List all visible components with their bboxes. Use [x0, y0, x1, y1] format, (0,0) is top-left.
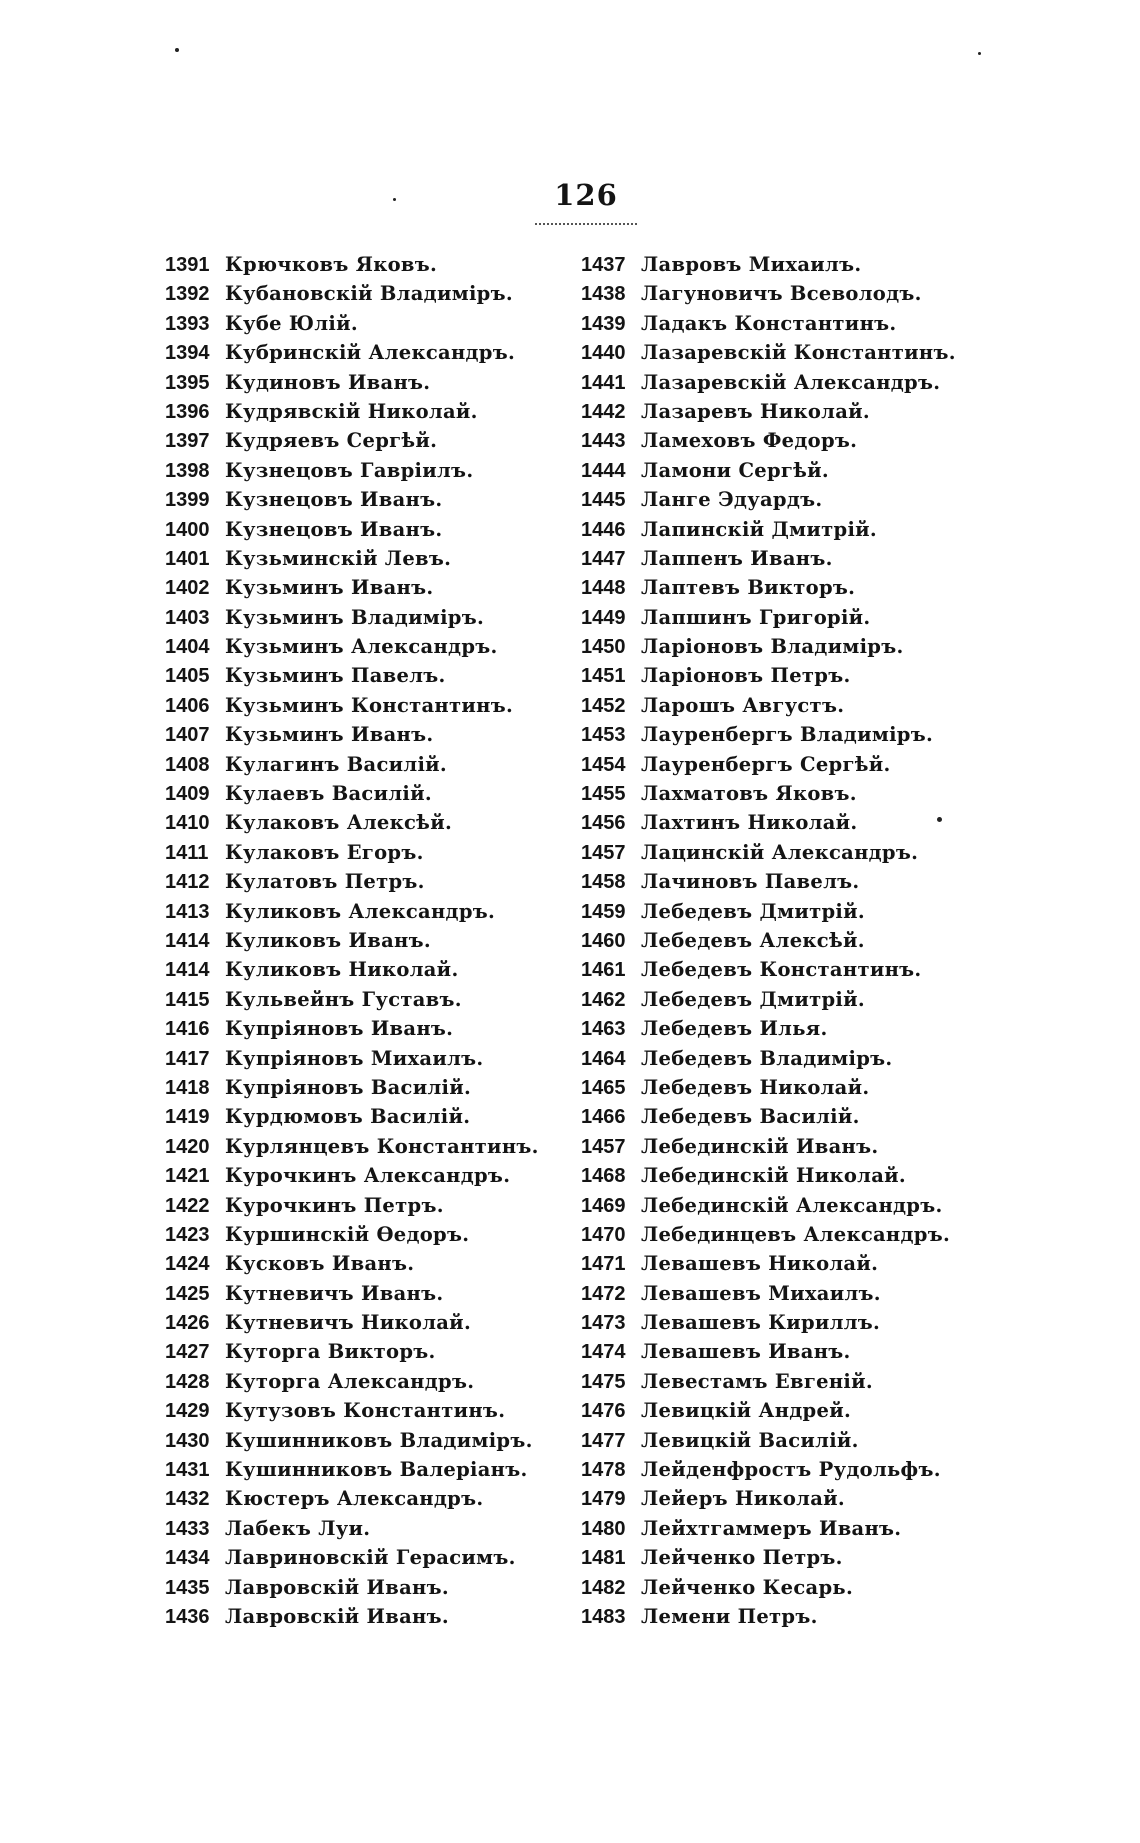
entry-name: Лейеръ Николай.	[641, 1487, 846, 1511]
entry-name: Кульвейнъ Густавъ.	[225, 987, 462, 1011]
list-entry	[581, 926, 981, 955]
entry-name: Кулагинъ Василій.	[225, 752, 447, 776]
list-entry	[165, 338, 555, 367]
entry-number: 1466	[581, 1106, 626, 1129]
entry-number: 1483	[581, 1605, 626, 1628]
list-entry	[581, 1573, 981, 1602]
entry-number: 1409	[165, 783, 210, 806]
entry-number: 1408	[165, 753, 210, 776]
list-entry	[165, 1014, 555, 1043]
list-entry	[165, 926, 555, 955]
entry-number: 1394	[165, 342, 210, 365]
entry-number: 1444	[581, 459, 626, 482]
entry-name: Крючковъ Яковъ.	[225, 253, 438, 276]
entry-name: Лацинскій Александръ.	[641, 840, 919, 864]
list-entry	[165, 1073, 555, 1102]
entry-name: Кутузовъ Константинъ.	[225, 1399, 506, 1423]
entry-name: Левестамъ Евгеній.	[641, 1369, 873, 1393]
entry-name: Курдюмовъ Василій.	[225, 1105, 471, 1129]
list-entry	[581, 1396, 981, 1425]
entry-name: Курочкинъ Петръ.	[225, 1193, 444, 1217]
entry-name: Ларіоновъ Петръ.	[641, 664, 851, 688]
list-entry	[165, 368, 555, 397]
list-entry	[165, 1102, 555, 1131]
entry-number: 1425	[165, 1282, 210, 1305]
list-entry	[581, 368, 981, 397]
entry-name: Кудиновъ Иванъ.	[225, 370, 431, 394]
entry-name: Лаптевъ Викторъ.	[641, 576, 856, 600]
entry-number: 1430	[165, 1429, 210, 1452]
entry-name: Лапинскій Дмитрій.	[641, 517, 878, 541]
entry-number: 1395	[165, 371, 210, 394]
list-entry	[165, 1602, 555, 1631]
entry-name: Лахматовъ Яковъ.	[641, 782, 857, 806]
entry-name: Лаппенъ Иванъ.	[641, 546, 833, 570]
entry-name: Курлянцевъ Константинъ.	[225, 1134, 539, 1158]
entry-number: 1463	[581, 1018, 626, 1041]
list-entry	[165, 720, 555, 749]
list-entry	[165, 456, 555, 485]
entry-number: 1440	[581, 342, 626, 365]
scan-speck	[175, 48, 179, 52]
entry-number: 1423	[165, 1223, 210, 1246]
list-entry	[581, 1279, 981, 1308]
entry-number: 1432	[165, 1488, 210, 1511]
list-entry	[165, 661, 555, 690]
list-entry	[581, 338, 981, 367]
entry-number: 1475	[581, 1370, 626, 1393]
entry-name: Лачиновъ Павелъ.	[641, 870, 860, 894]
entry-name: Кузьминъ Константинъ.	[225, 693, 514, 717]
entry-name: Кузнецовъ Иванъ.	[225, 488, 443, 512]
list-entry	[581, 1455, 981, 1484]
entry-number: 1472	[581, 1282, 626, 1305]
entry-name: Лебедевъ Владиміръ.	[641, 1046, 893, 1070]
list-entry	[581, 573, 981, 602]
entry-name: Лавровскій Иванъ.	[225, 1604, 449, 1628]
entry-number: 1416	[165, 1018, 210, 1041]
entry-number: 1468	[581, 1165, 626, 1188]
list-entry	[581, 426, 981, 455]
entry-name: Лагуновичъ Всеволодъ.	[641, 282, 922, 306]
entry-name: Ланге Эдуардъ.	[641, 488, 823, 512]
entry-number: 1410	[165, 812, 210, 835]
entry-number: 1405	[165, 665, 210, 688]
entry-number: 1420	[165, 1135, 210, 1158]
entry-name: Кудряевъ Сергѣй.	[225, 429, 438, 453]
list-entry	[581, 1543, 981, 1572]
entry-number: 1477	[581, 1429, 626, 1452]
entry-name: Кушинниковъ Валеріанъ.	[225, 1458, 528, 1482]
list-entry	[581, 808, 981, 837]
entry-number: 1461	[581, 959, 626, 982]
entry-number: 1392	[165, 283, 210, 306]
list-entry	[165, 1191, 555, 1220]
entry-name: Лавриновскій Герасимъ.	[225, 1546, 516, 1570]
entry-number: 1469	[581, 1194, 626, 1217]
entry-number: 1431	[165, 1459, 210, 1482]
entry-name: Куликовъ Николай.	[225, 958, 459, 982]
entry-name: Кузьминъ Павелъ.	[225, 664, 446, 688]
entry-name: Левицкій Василій.	[641, 1428, 859, 1452]
page-number: 126	[554, 178, 618, 212]
list-entry	[165, 1543, 555, 1572]
entry-name: Лейхтгаммеръ Иванъ.	[641, 1516, 902, 1540]
entry-number: 1434	[165, 1547, 210, 1570]
list-entry	[165, 1396, 555, 1425]
list-entry	[581, 1044, 981, 1073]
entry-name: Ларошъ Августъ.	[641, 693, 845, 717]
entry-number: 1403	[165, 606, 210, 629]
entry-number: 1473	[581, 1312, 626, 1335]
right-name-list	[581, 250, 981, 1631]
entry-number: 1447	[581, 547, 626, 570]
entry-name: Куршинскій Ѳедоръ.	[225, 1222, 470, 1246]
list-entry	[581, 838, 981, 867]
list-entry	[165, 1367, 555, 1396]
entry-name: Левашевъ Иванъ.	[641, 1340, 851, 1364]
list-entry	[581, 779, 981, 808]
list-entry	[581, 1073, 981, 1102]
entry-name: Ламеховъ Федоръ.	[641, 429, 858, 453]
entry-number: 1413	[165, 900, 210, 923]
list-entry	[581, 1426, 981, 1455]
list-entry	[165, 485, 555, 514]
list-entry	[165, 515, 555, 544]
list-entry	[581, 720, 981, 749]
entry-number: 1421	[165, 1165, 210, 1188]
entry-name: Купріяновъ Василій.	[225, 1075, 472, 1099]
entry-number: 1482	[581, 1576, 626, 1599]
entry-name: Куликовъ Иванъ.	[225, 928, 431, 952]
list-entry	[581, 279, 981, 308]
entry-name: Лемени Петръ.	[641, 1604, 818, 1628]
entry-number: 1451	[581, 665, 626, 688]
page-number-rule	[535, 223, 637, 225]
entry-number: 1407	[165, 724, 210, 747]
entry-number: 1417	[165, 1047, 210, 1070]
entry-number: 1465	[581, 1076, 626, 1099]
entry-name: Кузьминъ Владиміръ.	[225, 605, 485, 629]
entry-name: Лахтинъ Николай.	[641, 811, 858, 835]
entry-name: Купріяновъ Михаилъ.	[225, 1046, 484, 1070]
entry-number: 1454	[581, 753, 626, 776]
entry-number: 1478	[581, 1459, 626, 1482]
entry-number: 1414	[165, 959, 210, 982]
list-entry	[581, 1367, 981, 1396]
entry-name: Левашевъ Николай.	[641, 1252, 879, 1276]
entry-name: Левашевъ Кириллъ.	[641, 1311, 881, 1335]
entry-number: 1438	[581, 283, 626, 306]
list-entry	[165, 309, 555, 338]
entry-name: Лауренбергъ Владиміръ.	[641, 723, 934, 747]
list-entry	[581, 1102, 981, 1131]
entry-number: 1399	[165, 489, 210, 512]
list-entry	[165, 426, 555, 455]
list-entry	[165, 779, 555, 808]
list-entry	[581, 1014, 981, 1043]
entry-name: Кузьминъ Иванъ.	[225, 723, 434, 747]
entry-name: Лебединцевъ Александръ.	[641, 1222, 951, 1246]
entry-name: Лейченко Петръ.	[641, 1546, 843, 1570]
entry-number: 1402	[165, 577, 210, 600]
list-entry	[581, 1249, 981, 1278]
entry-number: 1400	[165, 518, 210, 541]
entry-number: 1414	[165, 929, 210, 952]
entry-number: 1476	[581, 1400, 626, 1423]
scan-speck	[393, 198, 396, 201]
list-entry	[581, 544, 981, 573]
list-entry	[165, 838, 555, 867]
entry-name: Кузьминскій Левъ.	[225, 546, 452, 570]
entry-number: 1452	[581, 694, 626, 717]
list-entry	[581, 985, 981, 1014]
list-entry	[581, 485, 981, 514]
entry-number: 1453	[581, 724, 626, 747]
entry-name: Левашевъ Михаилъ.	[641, 1281, 881, 1305]
scan-speck	[978, 52, 981, 55]
list-entry	[581, 1132, 981, 1161]
list-entry	[581, 1602, 981, 1631]
entry-number: 1446	[581, 518, 626, 541]
entry-number: 1439	[581, 312, 626, 335]
list-entry	[581, 250, 981, 279]
list-entry	[165, 1161, 555, 1190]
entry-name: Лебедевъ Илья.	[641, 1017, 828, 1041]
list-entry	[581, 1484, 981, 1513]
entry-name: Кубринскій Александръ.	[225, 341, 516, 365]
entry-number: 1391	[165, 254, 210, 276]
entry-name: Лебедевъ Николай.	[641, 1075, 870, 1099]
entry-number: 1406	[165, 694, 210, 717]
entry-name: Купріяновъ Иванъ.	[225, 1017, 454, 1041]
list-entry	[165, 1455, 555, 1484]
entry-name: Ладакъ Константинъ.	[641, 311, 897, 335]
entry-name: Кузнецовъ Гавріилъ.	[225, 458, 474, 482]
entry-name: Лебедевъ Алексѣй.	[641, 928, 865, 952]
list-entry	[165, 279, 555, 308]
left-name-list	[165, 250, 555, 1631]
entry-name: Кулаевъ Василій.	[225, 782, 432, 806]
entry-name: Ларіоновъ Владиміръ.	[641, 635, 904, 659]
list-entry	[581, 1161, 981, 1190]
entry-number: 1450	[581, 636, 626, 659]
list-entry	[581, 309, 981, 338]
entry-number: 1415	[165, 988, 210, 1011]
entry-name: Кулаковъ Егоръ.	[225, 840, 424, 864]
list-entry	[165, 573, 555, 602]
entry-number: 1437	[581, 254, 626, 276]
list-entry	[581, 1337, 981, 1366]
entry-number: 1419	[165, 1106, 210, 1129]
entry-number: 1457	[581, 841, 626, 864]
entry-name: Кузнецовъ Иванъ.	[225, 517, 443, 541]
list-entry	[165, 750, 555, 779]
list-entry	[165, 897, 555, 926]
entry-name: Кюстеръ Александръ.	[225, 1487, 484, 1511]
entry-number: 1401	[165, 547, 210, 570]
list-entry	[165, 1308, 555, 1337]
entry-number: 1398	[165, 459, 210, 482]
list-entry	[581, 515, 981, 544]
list-entry	[165, 632, 555, 661]
entry-number: 1443	[581, 430, 626, 453]
entry-number: 1441	[581, 371, 626, 394]
list-entry	[581, 867, 981, 896]
entry-number: 1429	[165, 1400, 210, 1423]
entry-number: 1481	[581, 1547, 626, 1570]
list-entry	[165, 808, 555, 837]
list-entry	[165, 1279, 555, 1308]
entry-name: Кубе Юлій.	[225, 311, 358, 335]
list-entry	[581, 1191, 981, 1220]
entry-name: Лебедевъ Дмитрій.	[641, 987, 865, 1011]
list-entry	[165, 1514, 555, 1543]
entry-number: 1422	[165, 1194, 210, 1217]
entry-number: 1435	[165, 1576, 210, 1599]
list-entry	[165, 1044, 555, 1073]
list-entry	[581, 955, 981, 984]
entry-name: Ламони Сергѣй.	[641, 458, 830, 482]
list-entry	[165, 1426, 555, 1455]
entry-number: 1457	[581, 1135, 626, 1158]
entry-number: 1460	[581, 929, 626, 952]
list-entry	[581, 603, 981, 632]
entry-number: 1433	[165, 1517, 210, 1540]
entry-name: Лебединскій Николай.	[641, 1164, 907, 1188]
entry-name: Кушинниковъ Владиміръ.	[225, 1428, 533, 1452]
list-entry	[581, 456, 981, 485]
entry-name: Курочкинъ Александръ.	[225, 1164, 511, 1188]
entry-name: Кубановскій Владиміръ.	[225, 282, 513, 306]
entry-name: Куторга Викторъ.	[225, 1340, 436, 1364]
entry-number: 1449	[581, 606, 626, 629]
entry-number: 1442	[581, 400, 626, 423]
entry-number: 1411	[165, 841, 209, 864]
list-entry	[165, 544, 555, 573]
entry-name: Лауренбергъ Сергѣй.	[641, 752, 891, 776]
entry-number: 1436	[165, 1605, 210, 1628]
entry-name: Лазаревскій Александръ.	[641, 370, 941, 394]
list-entry	[165, 955, 555, 984]
entry-number: 1459	[581, 900, 626, 923]
entry-name: Лавровъ Михаилъ.	[641, 253, 862, 276]
entry-name: Кузьминъ Иванъ.	[225, 576, 434, 600]
entry-number: 1396	[165, 400, 210, 423]
entry-number: 1462	[581, 988, 626, 1011]
entry-number: 1458	[581, 871, 626, 894]
entry-name: Лазаревъ Николай.	[641, 399, 871, 423]
list-entry	[165, 1132, 555, 1161]
entry-name: Лейченко Кесарь.	[641, 1575, 854, 1599]
entry-name: Лазаревскій Константинъ.	[641, 341, 956, 365]
entry-name: Лавровскій Иванъ.	[225, 1575, 449, 1599]
entry-name: Лебедевъ Василій.	[641, 1105, 860, 1129]
entry-name: Лебединскій Иванъ.	[641, 1134, 879, 1158]
entry-name: Куликовъ Александръ.	[225, 899, 496, 923]
list-entry	[165, 691, 555, 720]
entry-name: Кузьминъ Александръ.	[225, 635, 498, 659]
list-entry	[581, 1308, 981, 1337]
list-entry	[581, 397, 981, 426]
entry-number: 1424	[165, 1253, 210, 1276]
entry-number: 1470	[581, 1223, 626, 1246]
entry-number: 1426	[165, 1312, 210, 1335]
entry-name: Кулаковъ Алексѣй.	[225, 811, 453, 835]
entry-name: Лебединскій Александръ.	[641, 1193, 943, 1217]
list-entry	[165, 1337, 555, 1366]
entry-number: 1456	[581, 812, 626, 835]
entry-number: 1455	[581, 783, 626, 806]
entry-number: 1397	[165, 430, 210, 453]
list-entry	[165, 1573, 555, 1602]
entry-name: Лейденфростъ Рудольфъ.	[641, 1458, 941, 1482]
entry-number: 1471	[581, 1253, 626, 1276]
list-entry	[581, 691, 981, 720]
entry-name: Лабекъ Луи.	[225, 1516, 371, 1540]
list-entry	[165, 397, 555, 426]
list-entry	[165, 250, 555, 279]
entry-number: 1404	[165, 636, 210, 659]
list-entry	[581, 897, 981, 926]
entry-number: 1412	[165, 871, 210, 894]
list-entry	[581, 661, 981, 690]
entry-name: Лебедевъ Константинъ.	[641, 958, 922, 982]
entry-number: 1464	[581, 1047, 626, 1070]
list-entry	[581, 632, 981, 661]
list-entry	[581, 750, 981, 779]
entry-number: 1448	[581, 577, 626, 600]
entry-name: Кутневичъ Николай.	[225, 1311, 472, 1335]
list-entry	[165, 1249, 555, 1278]
entry-name: Кусковъ Иванъ.	[225, 1252, 415, 1276]
entry-name: Кудрявскій Николай.	[225, 399, 478, 423]
entry-number: 1474	[581, 1341, 626, 1364]
list-entry	[165, 985, 555, 1014]
entry-name: Кулатовъ Петръ.	[225, 870, 425, 894]
list-entry	[165, 867, 555, 896]
list-entry	[165, 1220, 555, 1249]
entry-name: Лапшинъ Григорій.	[641, 605, 871, 629]
list-entry	[581, 1220, 981, 1249]
entry-number: 1393	[165, 312, 210, 335]
entry-name: Левицкій Андрей.	[641, 1399, 852, 1423]
list-entry	[165, 1484, 555, 1513]
entry-name: Лебедевъ Дмитрій.	[641, 899, 865, 923]
entry-number: 1479	[581, 1488, 626, 1511]
scan-speck	[937, 817, 942, 822]
entry-name: Куторга Александръ.	[225, 1369, 475, 1393]
entry-number: 1445	[581, 489, 626, 512]
entry-number: 1428	[165, 1370, 210, 1393]
list-entry	[165, 603, 555, 632]
entry-number: 1418	[165, 1076, 210, 1099]
list-entry	[581, 1514, 981, 1543]
entry-number: 1427	[165, 1341, 210, 1364]
entry-number: 1480	[581, 1517, 626, 1540]
entry-name: Кутневичъ Иванъ.	[225, 1281, 444, 1305]
